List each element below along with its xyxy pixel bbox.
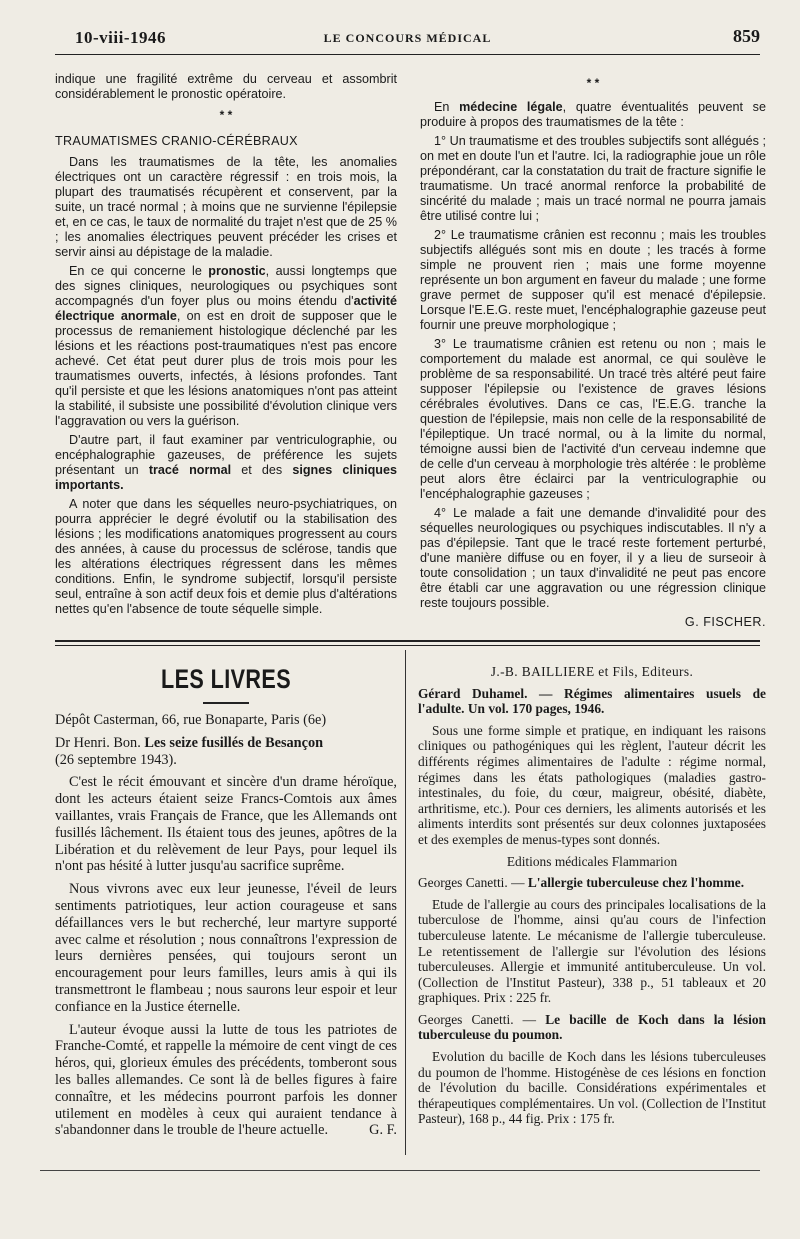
publisher-line: J.-B. BAILLIERE et Fils, Editeurs. xyxy=(490,664,694,679)
book-title: L'allergie tuberculeuse chez l'homme. xyxy=(527,875,745,891)
review-paragraph: Evolution du bacille de Koch dans les lésions tuberculeuses du poumon de l'homme. Histogénèse de ces lésions en fonction de l'évolution du bacille. Considérations expérimentales et thérapeutiques complémentaires. Un vol. (Collection de l'Institut Pasteur), 168 p., 44 fig. Prix : 175 fr. xyxy=(418,1049,766,1127)
review-paragraph: C'est le récit émouvant et sincère d'un drame héroïque, dont les acteurs étaient seize Francs-Comtois aux âmes vaillantes, vrais Français de France, que les Allemands ont fusillés lâchement. Ils étaient tous des jeunes, apôtres de la Libération et du relèvement de leur Pays, pour lequel ils n'ont pas hésité à lutter jusqu'au sacrifice suprême. xyxy=(55,774,397,875)
books-left-column xyxy=(55,712,397,1145)
paragraph: 4° Le malade a fait une demande d'invalidité pour des séquelles neurologiques ou psychiques indiscutables. Il n'y a pas d'épilepsie. Tant que le tracé reste fortement perturbé, d'une manière diffuse ou en foyer, il y a lieu de surseoir à toute consolidation ; un taux d'invalidité ne peut pas encore être établi car une aggravation ou une régression clinique reste toujours possible. xyxy=(420,506,766,610)
section-title: TRAUMATISMES CRANIO-CÉRÉBRAUX xyxy=(55,134,298,148)
page-number: 859 xyxy=(733,26,760,46)
paragraph: 3° Le traumatisme crânien est retenu ou non ; mais le comportement du malade est anormal, ce qui soulève le problème de sa responsabilité. Un tracé très altéré peut faire supposer l'épilepsie ou l'existence de graves lésions cérébrales évolutives. Dans ce cas, l'E.E.G. tranche la question de l'épilepsie, mais non celle de la responsabilité de l'épileptique. Un tracé normal, ou à la limite du normal, témoigne aussi bien de l'activité d'un cerveau indemne que de celle d'un cerveau à morphologie très altérée : le problème peut alors être éclairci par la ventriculographie ou l'encéphalographie gazeuses ; xyxy=(420,337,766,501)
paragraph: Dans les traumatismes de la tête, les anomalies électriques ont un caractère régressif : en trois mois, la plupart des traumatisés récupèrent et conservent, par la suite, un tracé normal ; à moins que ne survienne l'épilepsie et, en ce cas, le taux de normalité du trajet n'est que de 25 % ; les anomalies électriques peuvent précéder les crises et servir ainsi au dépistage de la maladie. xyxy=(55,155,397,259)
review-paragraph: Nous vivrons avec eux leur jeunesse, l'éveil de leurs sentiments patriotiques, leur action courageuse et sans défaillances vers le but recherché, leur martyre supporté avec calme et résolution ; nous connaîtrons l'expression de leurs dernières pensées, qui toujours seront un encouragement pour leurs familles, leurs amis à qui ils transmettront le flambeau ; nous saurons leur espoir et leur confiance en la Justice éternelle. xyxy=(55,881,397,1015)
review-paragraph: Sous une forme simple et pratique, en indiquant les raisons cliniques ou pathogéniques qui les règlent, l'auteur décrit les différents régimes alimentaires de l'adulte : régime normal, régimes dans les états pathologiques (maladies gastro-intestinales, du foie, du cœur, maigreur, obésité, diabète, arthritisme, etc.). Pour ces derniers, les aliments autorisés et les aliments interdits sont présentés sur deux colonnes juxtaposées et des exemples de menus-types sont donnés. xyxy=(418,722,766,847)
title-underline xyxy=(203,702,249,704)
column-divider xyxy=(405,650,406,1155)
paragraph: D'autre part, il faut examiner par ventriculographie, ou encéphalographie gazeuses, de préférence les sujets présentant un tracé normal et des signes cliniques importants. xyxy=(55,433,397,492)
book-title: Régimes alimentaires usuels de l'adulte. Un vol. 170 pages, 1946. xyxy=(418,685,766,717)
publisher-line: Editions médicales Flammarion xyxy=(506,853,678,869)
paragraph: 1° Un traumatisme et des troubles subjectifs sont allégués ; on met en doute l'un et l'autre. Ici, la radiographie joue un rôle prépondérant, car la constatation du trait de fracture signifie le traumatisme. Un tracé anormal renforce la probabilité de sincérité du malade ; mais un tracé normal ne pourra jamais être utilisé contre lui ; xyxy=(420,134,766,223)
section-divider xyxy=(55,645,760,646)
author-signature: G. FISCHER. xyxy=(684,615,766,629)
review-heading: Georges Canetti. — L'allergie tuberculeuse chez l'homme. xyxy=(418,875,745,891)
review-heading: Dr Henri. Bon. Les seize fusillés de Besançon (26 septembre 1943). xyxy=(55,734,324,768)
article-right-column xyxy=(420,70,766,630)
paragraph: En médecine légale, quatre éventualités peuvent se produire à propos des traumatismes de la tête : xyxy=(420,100,766,129)
review-heading: Gérard Duhamel. — Régimes alimentaires usuels de l'adulte. Un vol. 170 pages, 1946. xyxy=(418,685,766,717)
bold-term: pronostic xyxy=(208,264,266,278)
book-title: Le bacille de Koch dans la lésion tuberculeuse du poumon. xyxy=(418,1011,767,1043)
books-right-column xyxy=(418,664,766,1133)
bold-term: tracé normal xyxy=(148,463,232,477)
article-left-column xyxy=(55,72,397,621)
bold-term: activité électrique anormale xyxy=(55,294,397,323)
issue-date: 10-viii-1946 xyxy=(75,28,166,47)
review-heading: Georges Canetti. — Le bacille de Koch dans la lésion tuberculeuse du poumon. xyxy=(418,1011,767,1043)
journal-title: LE CONCOURS MÉDICAL xyxy=(323,31,492,45)
bold-term: signes cliniques importants. xyxy=(55,463,397,492)
review-paragraph: Etude de l'allergie au cours des principales localisations de la tuberculose de l'homme, ainsi qu'au cours de l'infection tuberculeuse latente. Le mécanisme de l'allergie tuberculeuse. Le retentissement de l'allergie sur l'évolution des lésions tuberculeuses. Allergie et immunité antituberculeuse. Un vol. (Collection de l'Institut Pasteur), 338 p., 51 tableaux et 20 graphiques. Prix : 225 fr. xyxy=(418,896,766,1006)
section-stars: * * xyxy=(586,76,600,90)
books-section-title: LES LIVRES xyxy=(160,664,292,694)
page-bottom-rule xyxy=(40,1170,760,1171)
section-divider xyxy=(55,640,760,642)
review-paragraph: L'auteur évoque aussi la lutte de tous les patriotes de Franche-Comté, et rappelle la mémoire de cent vingt de ces héros, qui, glorieux émules des précédents, tomberont sous les balles allemandes. Ce sont là de belles figures à faire connaître, et les médecins pourront parfois les donner utilement en modèles à ceux qui auraient tendance à s'abandonner dans le trouble de l'heure actuelle. G. F. xyxy=(55,1021,397,1139)
intro-paragraph: indique une fragilité extrême du cerveau et assombrit considérablement le pronostic opératoire. xyxy=(55,72,397,101)
review-signature: G. F. xyxy=(369,1122,397,1139)
paragraph: A noter que dans les séquelles neuro-psychiatriques, on pourra apprécier le degré évolutif ou la stabilisation des lésions ; les modifications anatomiques progressent au cours des années, à cause du processus de sclérose, tandis que les altérations électriques régressent dans les mêmes conditions. Enfin, le syndrome subjectif, lorsqu'il persiste seul, entraîne à son actif deux fois et demie plus d'altérations nettes qu'en l'absence de toute séquelle simple. xyxy=(55,497,397,616)
bold-term: médecine légale xyxy=(459,100,563,114)
running-head xyxy=(55,24,760,55)
publisher-line: Dépôt Casterman, 66, rue Bonaparte, Paris (6e) xyxy=(55,712,327,728)
paragraph: En ce qui concerne le pronostic, aussi longtemps que des signes cliniques, neurologiques ou psychiques sont accompagnés d'un foyer plus ou moins étendu d'activité électrique anormale, on est en droit de supposer que le processus de remaniement histologique déclenché par les lésions et les réactions post-traumatiques n'est pas encore achevé. Cet état peut durer plus de trois mois pour les traumatismes ouverts, infectés, à lésions profondes. Tant qu'il persiste et que les lésions anatomiques n'ont pas atteint la stabilité, il subsiste une possibilité d'évolution clinique vers l'aggravation ou vers la guérison. xyxy=(55,264,398,428)
paragraph: 2° Le traumatisme crânien est reconnu ; mais les troubles subjectifs allégués sont mis en doute ; les tracés à forme simple ne prouvent rien ; mais une forme moyenne représente un bon argument en faveur du malade ; une forme grave permet de supposer qu'il est menacé d'épilepsie. Lorsque l'E.E.G. reste muet, l'encéphalographie gazeuse peut fournir une preuve morphologique ; xyxy=(420,228,766,332)
section-stars: * * xyxy=(219,108,233,122)
book-title: Les seize fusillés de Besançon xyxy=(144,734,324,751)
